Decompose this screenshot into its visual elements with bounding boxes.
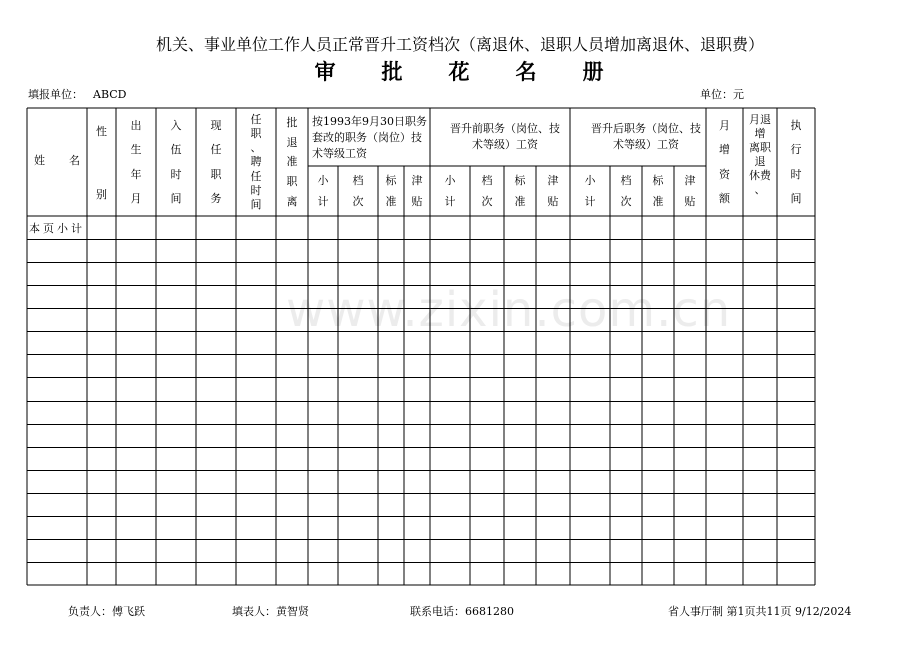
form-title-line1: 机关、事业单位工作人员正常晋升工资档次（离退休、退职人员增加离退休、退职费）: [155, 35, 764, 54]
header-group-1993: 按1993年9月30日职务套改的职务（岗位）技术等级工资: [312, 115, 427, 160]
header-retire-fee-char: 离职: [749, 141, 771, 154]
header-position-char: 任: [210, 143, 222, 157]
header-increase-char: 月: [719, 118, 730, 132]
subheader-char: 小: [584, 174, 596, 187]
subheader-char: 计: [317, 195, 329, 208]
header-hire-char: 职: [250, 126, 262, 140]
header-join-char: 入: [170, 118, 182, 132]
subheader-subtotal: [570, 168, 610, 214]
subheader-grade: [610, 168, 642, 214]
header-join-char: 间: [170, 192, 182, 206]
header-exec-char: 时: [790, 167, 802, 181]
header-hire: [236, 110, 276, 214]
subheader-grade: [470, 168, 504, 214]
footer-producer-page: 省人事厅制 第1页共11页 9/12/2024: [668, 605, 852, 618]
header-increase-char: 资: [719, 167, 730, 181]
subheader-char: 准: [514, 195, 526, 208]
header-birth-char: 月: [130, 192, 142, 206]
header-exec-char: 间: [790, 192, 802, 206]
header-hire-char: 任: [250, 112, 262, 126]
subheader-char: 准: [385, 195, 397, 208]
header-name-char: 名: [69, 153, 80, 167]
header-exec-char: 执: [790, 118, 802, 132]
header-retire-char: 职: [286, 175, 298, 189]
header-retire-fee-char: 休费: [749, 169, 771, 182]
subheader-char: 标: [385, 174, 397, 187]
subheader-allowance: [404, 168, 430, 214]
subheader-char: 次: [481, 195, 493, 208]
header-group-before: 晋升前职务（岗位、技术等级）工资: [450, 122, 560, 151]
header-birth-char: 出: [130, 118, 142, 132]
subheader-allowance: [536, 168, 570, 214]
title-char: 册: [582, 59, 606, 84]
header-position: [196, 108, 236, 216]
header-retire-fee-char: 增: [754, 127, 766, 140]
header-join: [156, 108, 196, 216]
subheader-char: 小: [317, 174, 329, 187]
subheader-char: 津: [547, 174, 559, 187]
report-unit-value: ABCD: [93, 88, 127, 101]
subheader-char: 计: [584, 195, 596, 208]
header-birth: [116, 108, 156, 216]
header-name: [27, 120, 87, 200]
header-gender: [87, 118, 116, 208]
header-hire-char: 间: [250, 198, 262, 212]
header-retire-char: 准: [286, 155, 298, 169]
header-monthly-increase: [706, 108, 743, 216]
header-position-char: 务: [210, 192, 222, 206]
header-exec-time: [777, 108, 815, 216]
currency-unit: 单位：元: [700, 88, 744, 101]
subheader-char: 贴: [684, 195, 696, 208]
header-retire-char: 批: [286, 116, 298, 130]
subheader-standard: [378, 168, 404, 214]
subheader-char: 标: [652, 174, 664, 187]
header-gender-char: 性: [96, 125, 107, 138]
header-birth-char: 生: [130, 143, 142, 157]
header-gender-char: 别: [96, 188, 107, 201]
header-retire-fee-char: 月退: [749, 113, 771, 126]
subheader-char: 标: [514, 174, 526, 187]
subheader-char: 贴: [411, 195, 423, 208]
header-retire-char: 退: [286, 135, 298, 149]
header-increase-char: 增: [719, 143, 730, 157]
header-exec-char: 行: [790, 143, 802, 157]
header-retire-fee-char: 退: [754, 155, 766, 168]
subheader-char: 津: [684, 174, 696, 187]
subheader-grade: [338, 168, 378, 214]
subheader-standard: [642, 168, 674, 214]
header-name-char: 姓: [34, 153, 45, 167]
header-monthly-retire: [743, 112, 777, 212]
header-retire-fee-char: 、: [754, 183, 766, 196]
subheader-char: 档: [352, 174, 364, 187]
header-join-char: 伍: [170, 143, 182, 157]
subheader-char: 准: [652, 195, 664, 208]
subheader-char: 贴: [547, 195, 559, 208]
subheader-char: 档: [620, 174, 632, 187]
header-hire-char: 时: [250, 184, 262, 198]
footer-responsible: 负责人：傅飞跃: [68, 605, 145, 618]
watermark-text: www.zixin.com.cn: [286, 282, 732, 338]
title-char: 批: [381, 59, 405, 84]
footer-preparer: 填表人：黄智贤: [232, 605, 309, 618]
header-retire-approve: [276, 108, 308, 216]
subheader-subtotal: [430, 168, 470, 214]
subheader-char: 次: [352, 195, 364, 208]
subheader-char: 档: [481, 174, 493, 187]
report-unit-label: 填报单位：: [28, 88, 83, 101]
subheader-char: 次: [620, 195, 632, 208]
header-hire-char: 、: [250, 141, 262, 155]
header-hire-char: 聘: [250, 155, 262, 169]
subheader-subtotal: [308, 168, 338, 214]
title-char: 名: [515, 59, 539, 84]
header-birth-char: 年: [130, 167, 142, 181]
subheader-char: 计: [444, 195, 456, 208]
subheader-standard: [504, 168, 536, 214]
subheader-char: 小: [444, 174, 456, 187]
header-hire-char: 任: [250, 169, 262, 183]
header-position-char: 现: [210, 118, 222, 132]
subheader-char: 津: [411, 174, 423, 187]
header-join-char: 时: [170, 167, 182, 181]
subheader-allowance: [674, 168, 706, 214]
title-char: 花: [448, 59, 472, 84]
header-retire-char: 离: [286, 194, 298, 208]
title-char: 审: [314, 59, 338, 84]
footer-phone: 联系电话：6681280: [410, 605, 514, 618]
header-increase-char: 额: [719, 192, 730, 206]
header-group-after: 晋升后职务（岗位、技术等级）工资: [591, 122, 701, 151]
header-position-char: 职: [210, 167, 222, 181]
subtotal-label: 本页小计: [29, 222, 85, 235]
